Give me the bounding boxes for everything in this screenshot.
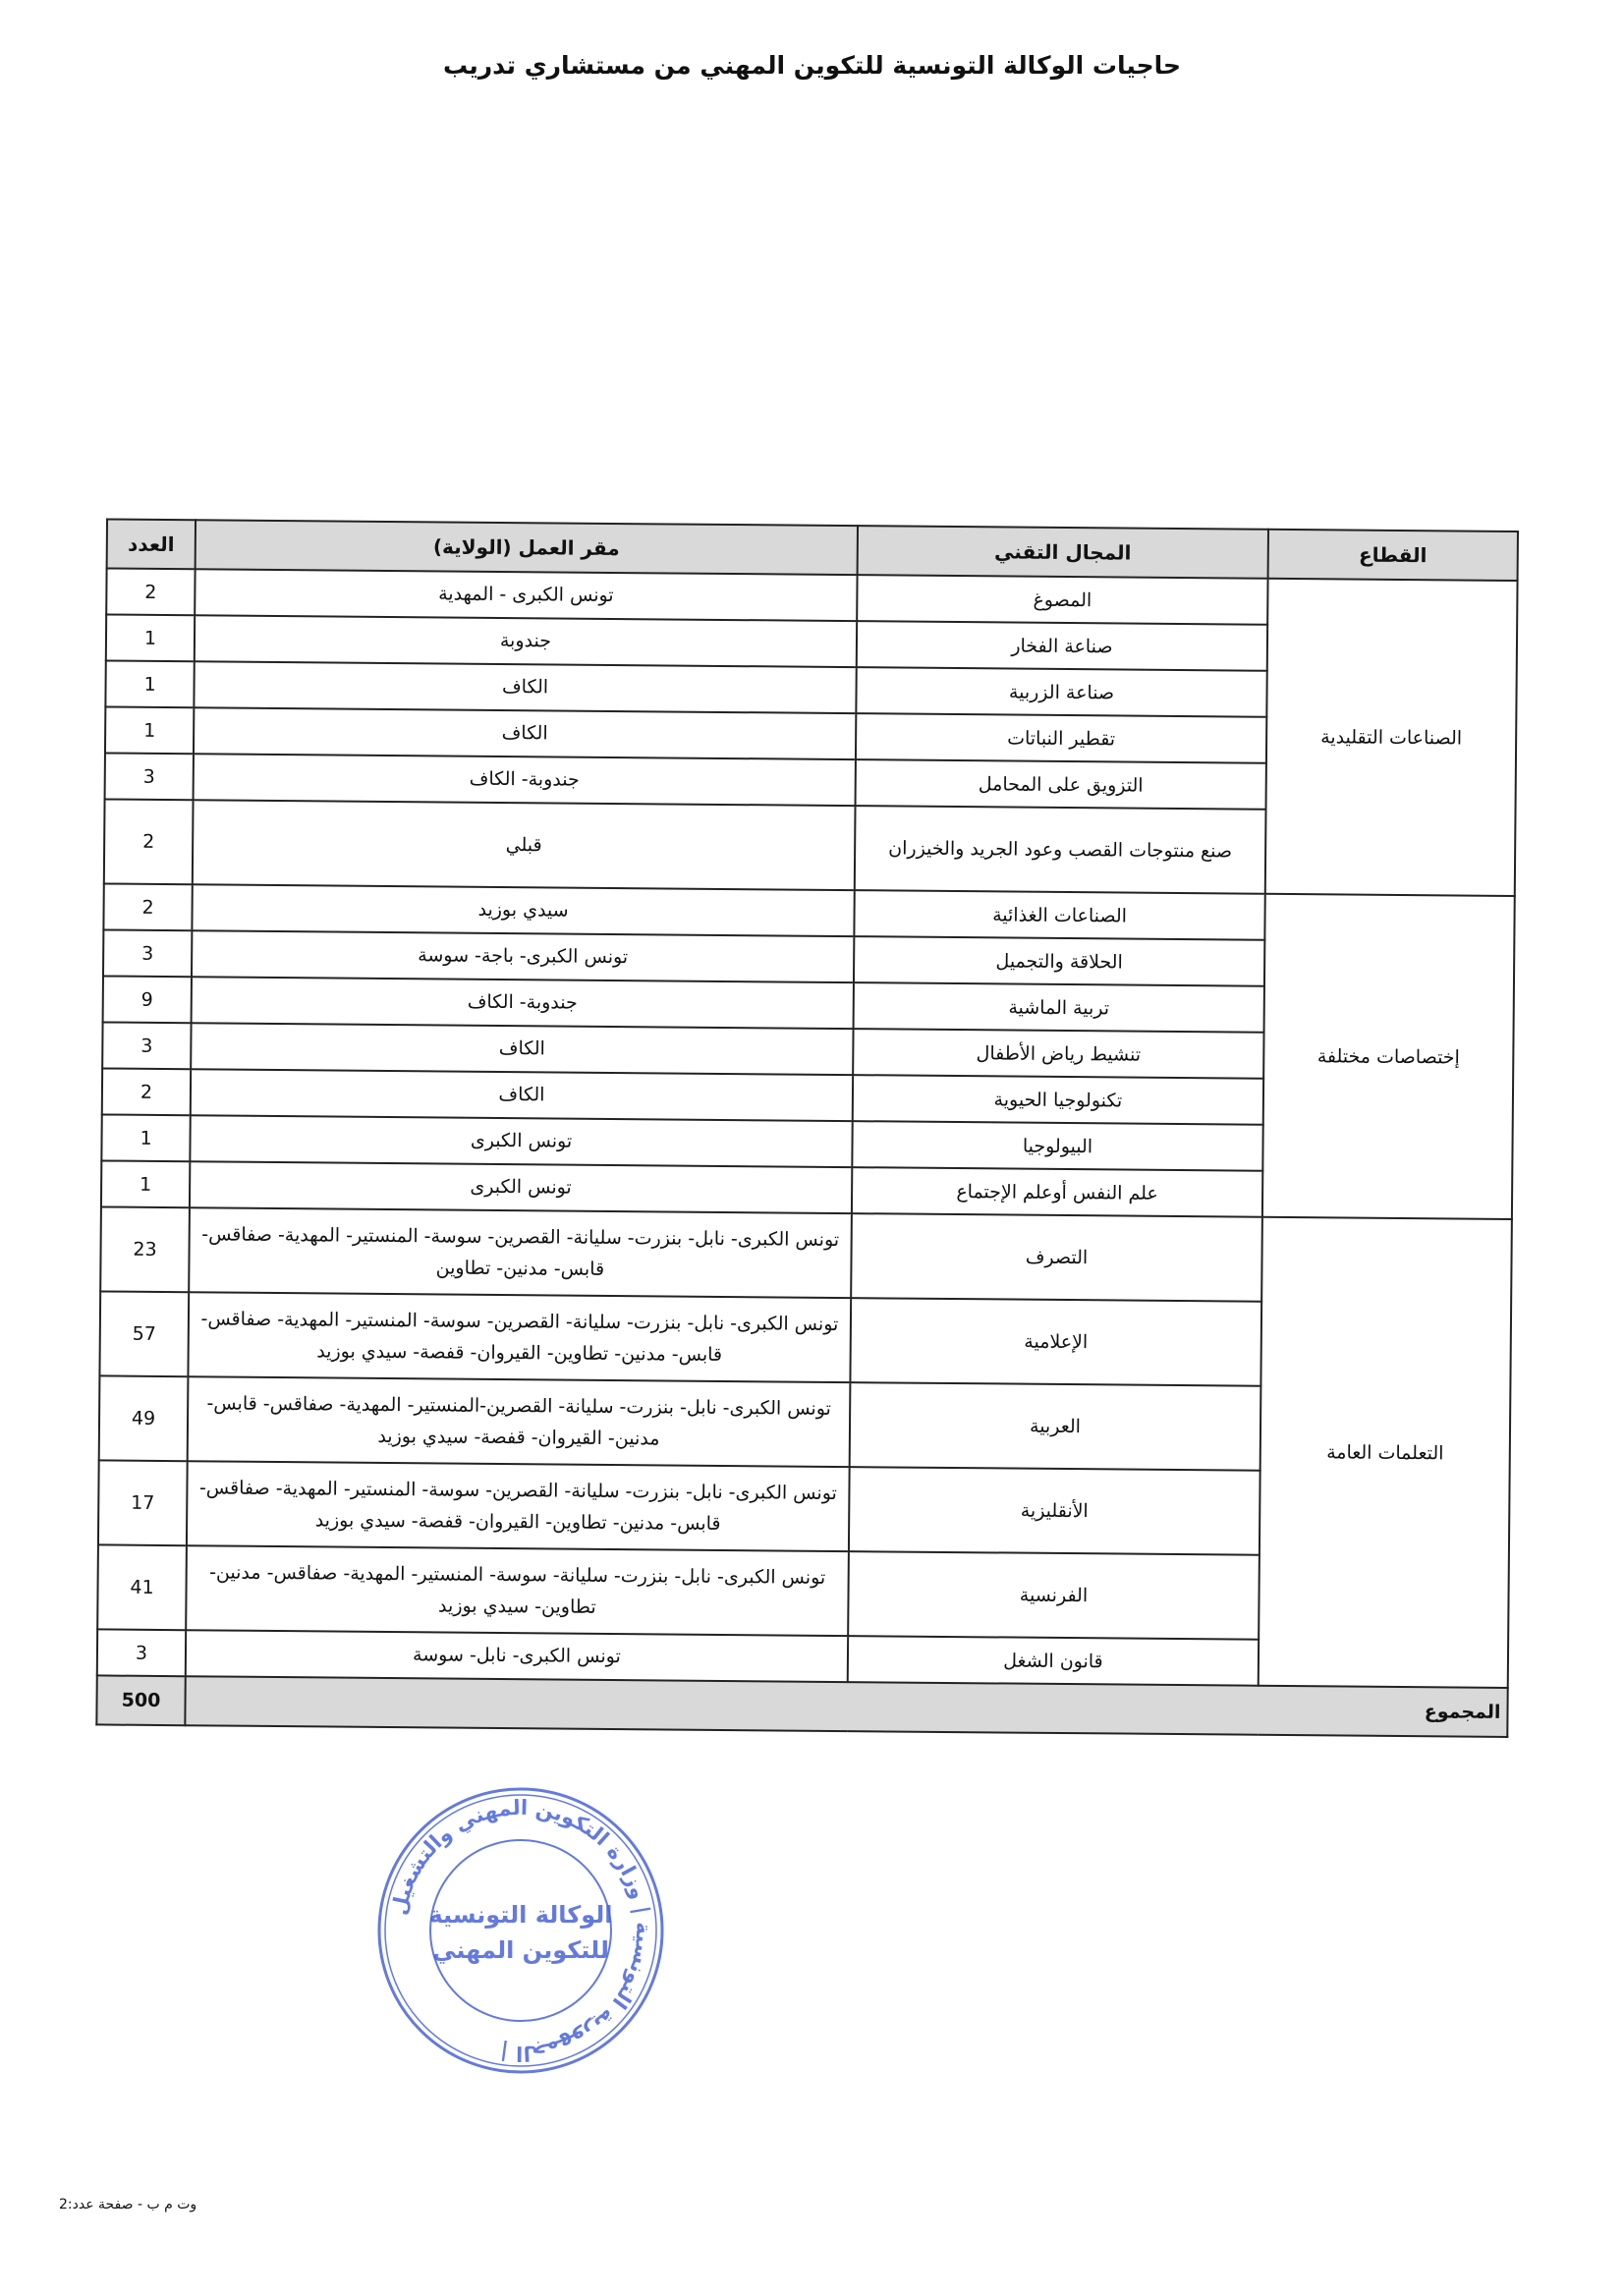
field-cell: تكنولوجيا الحيوية: [853, 1075, 1263, 1125]
official-stamp: [373, 1783, 668, 2078]
field-cell: صناعة الزربية: [856, 667, 1266, 717]
stamp-outer-text: الجمهورية التونسية | وزارة التكوين المهني والتشغيل |: [386, 1795, 656, 2066]
location-cell: تونس الكبرى- نابل- سوسة: [186, 1630, 848, 1682]
stamp-inner-line1: الوكالة التونسية: [428, 1901, 613, 1929]
field-cell: التزويق على المحامل: [856, 759, 1266, 810]
count-cell: 3: [97, 1629, 186, 1676]
count-cell: 9: [103, 976, 192, 1023]
location-cell: تونس الكبرى: [190, 1115, 852, 1167]
location-cell: سيدي بوزيد: [192, 884, 854, 936]
location-cell: الكاف: [191, 1069, 853, 1121]
field-cell: العربية: [850, 1382, 1261, 1471]
location-cell: تونس الكبرى- باجة- سوسة: [192, 930, 854, 982]
field-cell: الأنقليزية: [849, 1467, 1260, 1555]
count-cell: 3: [103, 929, 192, 977]
count-cell: 17: [98, 1460, 188, 1545]
count-cell: 1: [105, 706, 194, 754]
field-cell: صناعة الفخار: [857, 621, 1267, 671]
total-label: المجموع: [185, 1676, 1507, 1737]
location-cell: جندوبة- الكاف: [192, 977, 854, 1029]
count-cell: 2: [102, 1068, 191, 1115]
count-cell: 2: [103, 883, 192, 930]
needs-table: [95, 518, 1519, 1738]
count-cell: 57: [99, 1291, 189, 1376]
header-sector: القطاع: [1268, 530, 1518, 581]
page-title: حاجيات الوكالة التونسية للتكوين المهني من مستشاري تدريب: [442, 51, 1182, 80]
sector-cell: التعلمات العامة: [1259, 1217, 1512, 1688]
location-cell: الكاف: [191, 1023, 853, 1075]
total-value: 500: [96, 1675, 185, 1725]
location-cell: جندوبة- الكاف: [194, 754, 856, 806]
field-cell: الفرنسية: [848, 1551, 1260, 1640]
sector-cell: إختصاصات مختلفة: [1262, 894, 1515, 1219]
location-cell: تونس الكبرى- نابل- بنزرت- سليانة- القصرين-المنستير- المهدية- صفاقس- قابس- مدنين- القيروان- قفصة- سيدي بوزيد: [188, 1376, 851, 1467]
sector-cell: الصناعات التقليدية: [1265, 579, 1518, 896]
field-cell: التصرف: [851, 1213, 1262, 1302]
header-field: المجال التقني: [858, 526, 1268, 579]
count-cell: 1: [101, 1114, 190, 1161]
count-cell: 2: [104, 799, 194, 884]
location-cell: تونس الكبرى - المهدية: [195, 569, 857, 621]
count-cell: 1: [101, 1160, 190, 1207]
location-cell: الكاف: [194, 707, 856, 759]
field-cell: الحلاقة والتجميل: [854, 936, 1264, 986]
field-cell: صنع منتوجات القصب وعود الجريد والخيزران: [855, 806, 1266, 894]
location-cell: الكاف: [194, 661, 856, 713]
header-count: العدد: [107, 519, 196, 569]
count-cell: 23: [100, 1206, 190, 1292]
count-cell: 41: [97, 1544, 187, 1630]
field-cell: البيولوجيا: [852, 1121, 1262, 1171]
count-cell: 3: [105, 753, 194, 800]
count-cell: 1: [106, 614, 195, 661]
location-cell: تونس الكبرى- نابل- بنزرت- سليانة- سوسة- المنستير- المهدية- صفاقس- مدنين- تطاوين- سيدي بوزيد: [186, 1545, 849, 1636]
needs-table-wrapper: [95, 518, 1517, 1737]
table-row: [100, 1206, 1512, 1304]
count-cell: 3: [102, 1022, 191, 1069]
field-cell: المصوغ: [857, 575, 1267, 625]
location-cell: تونس الكبرى- نابل- بنزرت- سليانة- القصرين- سوسة- المنستير- المهدية- صفاقس- قابس- مدنين- تطاوين- القيروان- قفصة- سيدي بوزيد: [188, 1292, 851, 1382]
location-cell: جندوبة: [195, 615, 857, 667]
field-cell: تربية الماشية: [854, 982, 1264, 1033]
field-cell: الإعلامية: [850, 1298, 1261, 1386]
header-location: مقر العمل (الولاية): [196, 520, 858, 575]
count-cell: 2: [106, 568, 195, 615]
field-cell: الصناعات الغذائية: [854, 890, 1264, 940]
field-cell: تقطير النباتات: [856, 713, 1266, 763]
location-cell: تونس الكبرى- نابل- بنزرت- سليانة- القصرين- سوسة- المنستير- المهدية- صفاقس- قابس- مدنين- تطاوين: [189, 1207, 852, 1298]
field-cell: قانون الشغل: [848, 1636, 1259, 1686]
field-cell: علم النفس أوعلم الإجتماع: [852, 1167, 1262, 1217]
location-cell: تونس الكبرى: [190, 1161, 852, 1213]
footer-page-code: وت م ب - صفحة عدد:2: [59, 2197, 197, 2212]
count-cell: 49: [99, 1375, 189, 1461]
stamp-inner-line2: للتكوين المهني: [432, 1936, 609, 1964]
count-cell: 1: [105, 660, 194, 707]
location-cell: تونس الكبرى- نابل- بنزرت- سليانة- القصرين- سوسة- المنستير- المهدية- صفاقس- قابس- مدنين- تطاوين- القيروان- قفصة- سيدي بوزيد: [187, 1461, 850, 1551]
field-cell: تنشيط رياض الأطفال: [853, 1029, 1263, 1079]
location-cell: قبلي: [193, 800, 856, 890]
